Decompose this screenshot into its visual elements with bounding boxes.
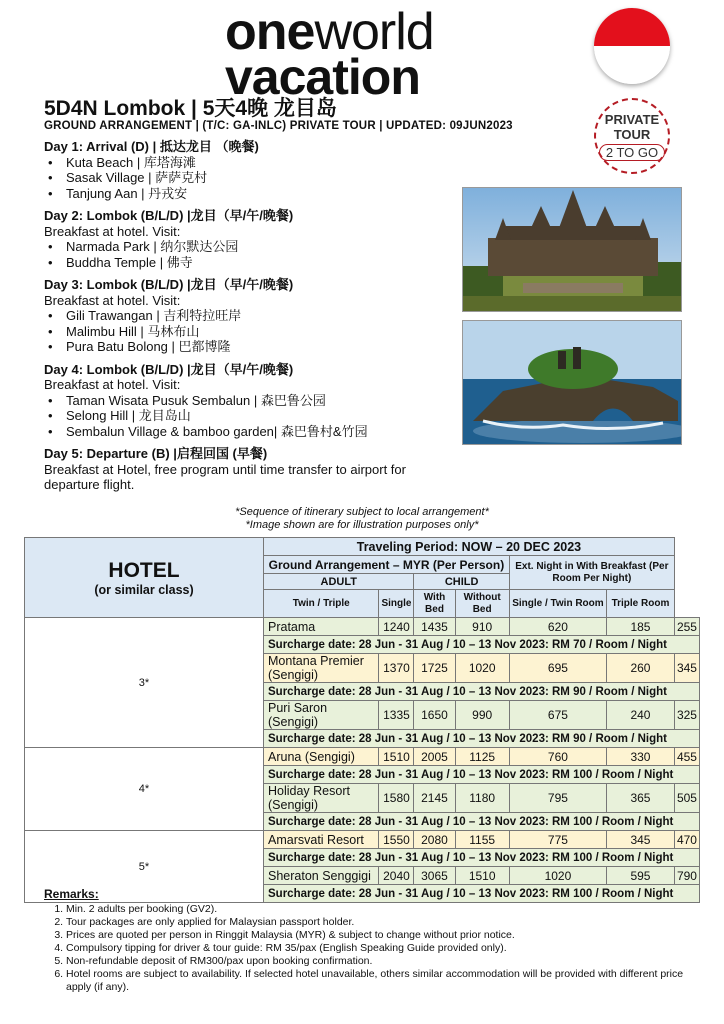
price-cell: 1510 (455, 867, 509, 885)
price-cell: 695 (509, 654, 606, 683)
hotel-name: Puri Saron (Sengigi) (264, 701, 379, 730)
price-cell: 345 (607, 831, 675, 849)
price-cell: 675 (509, 701, 606, 730)
price-cell: 2080 (414, 831, 455, 849)
star-category: 4* (25, 748, 264, 831)
price-cell: 330 (607, 748, 675, 766)
price-cell: 790 (674, 867, 699, 885)
hotel-row (25, 831, 700, 849)
price-cell: 620 (509, 618, 606, 636)
price-cell: 2040 (379, 867, 414, 885)
day-heading: Day 2: Lombok (B/L/D) |龙目（早/午/晚餐) (44, 208, 294, 223)
price-cell: 1155 (455, 831, 509, 849)
ground-header: Ground Arrangement – MYR (Per Person) (264, 556, 510, 574)
price-cell: 470 (674, 831, 699, 849)
price-cell: 1240 (379, 618, 414, 636)
day-item: • Sasak Village | 萨萨克村 (66, 170, 464, 186)
price-cell: 795 (509, 784, 606, 813)
remark-item: 4. Compulsory tipping for driver & tour guide: RM 35/pax (English Speaking Guide provided only). (66, 942, 694, 955)
surcharge-text: Surcharge date: 28 Jun - 31 Aug / 10 – 13 Nov 2023: RM 100 / Room / Night (264, 766, 700, 784)
price-cell: 2005 (414, 748, 455, 766)
price-cell: 185 (607, 618, 675, 636)
itinerary (44, 139, 464, 500)
hotel-name: Sheraton Senggigi (264, 867, 379, 885)
brand-logo (225, 3, 515, 105)
price-cell: 1435 (414, 618, 455, 636)
sea-temple-illustration (463, 321, 681, 444)
day-item: • Kuta Beach | 库塔海滩 (66, 155, 464, 171)
day-item: • Sembalun Village & bamboo garden| 森巴鲁村&竹园 (66, 424, 464, 440)
price-cell: 1180 (455, 784, 509, 813)
price-cell: 1580 (379, 784, 414, 813)
column-header: Without Bed (455, 590, 509, 618)
day-item: • Taman Wisata Pusuk Sembalun | 森巴鲁公园 (66, 393, 464, 409)
surcharge-text: Surcharge date: 28 Jun - 31 Aug / 10 – 13 Nov 2023: RM 100 / Room / Night (264, 885, 700, 903)
day-item: • Gili Trawangan | 吉利特拉旺岸 (66, 308, 464, 324)
day-heading: Day 4: Lombok (B/L/D) |龙目（早/午/晚餐) (44, 361, 294, 377)
price-cell: 1725 (414, 654, 455, 683)
hotel-name: Pratama (264, 618, 379, 636)
price-cell: 1510 (379, 748, 414, 766)
day-item: • Malimbu Hill | 马林布山 (66, 324, 464, 340)
day-item: • Pura Batu Bolong | 巴都博隆 (66, 339, 464, 355)
price-cell: 1020 (455, 654, 509, 683)
remarks-list (44, 903, 694, 994)
price-cell: 1335 (379, 701, 414, 730)
remark-item: 5. Non-refundable deposit of RM300/pax upon booking confirmation. (66, 955, 694, 968)
price-cell: 760 (509, 748, 606, 766)
day-heading: Day 3: Lombok (B/L/D) |龙目（早/午/晚餐) (44, 277, 294, 292)
brand-one: one (225, 3, 315, 61)
day-block (44, 362, 464, 440)
hotel-header-sub: (or similar class) (94, 582, 194, 597)
brand-world: world (314, 3, 434, 61)
page-title: 5D4N Lombok | 5天4晚 龙目岛 (44, 97, 337, 120)
price-cell: 255 (674, 618, 699, 636)
price-cell: 260 (607, 654, 675, 683)
remark-item: 3. Prices are quoted per person in Ringgit Malaysia (MYR) & subject to change without prior notice. (66, 929, 694, 942)
day-item: • Narmada Park | 纳尔默达公园 (66, 239, 464, 255)
price-cell: 910 (455, 618, 509, 636)
price-cell: 1020 (509, 867, 606, 885)
day-intro: Breakfast at Hotel, free program until time transfer to airport for departure flight. (44, 461, 406, 492)
price-cell: 455 (674, 748, 699, 766)
price-cell: 990 (455, 701, 509, 730)
star-category: 3* (25, 618, 264, 748)
price-cell: 2145 (414, 784, 455, 813)
surcharge-text: Surcharge date: 28 Jun - 31 Aug / 10 – 13 Nov 2023: RM 90 / Room / Night (264, 730, 700, 748)
day-block (44, 139, 464, 201)
hotel-name: Montana Premier (Sengigi) (264, 654, 379, 683)
price-cell: 240 (607, 701, 675, 730)
price-cell: 1650 (414, 701, 455, 730)
price-cell: 775 (509, 831, 606, 849)
remarks-heading: Remarks: (44, 887, 99, 901)
adult-header: ADULT (264, 574, 414, 590)
hotel-header (25, 538, 264, 618)
day-item: • Buddha Temple | 佛寺 (66, 255, 464, 271)
column-header: With Bed (414, 590, 455, 618)
badge-line1: PRIVATE (604, 112, 660, 127)
indonesia-flag-icon (594, 8, 670, 84)
price-cell: 325 (674, 701, 699, 730)
price-cell: 345 (674, 654, 699, 683)
hotel-row (25, 618, 700, 636)
column-header: Single (379, 590, 414, 618)
period-header: Traveling Period: NOW – 20 DEC 2023 (264, 538, 675, 556)
price-cell: 595 (607, 867, 675, 885)
temple-illustration (463, 188, 681, 311)
day-block (44, 446, 464, 493)
surcharge-text: Surcharge date: 28 Jun - 31 Aug / 10 – 13 Nov 2023: RM 90 / Room / Night (264, 683, 700, 701)
remark-item: 6. Hotel rooms are subject to availability. If selected hotel unavailable, others similar accommodation will be provided with different price apply (if any). (66, 968, 694, 994)
price-cell: 1125 (455, 748, 509, 766)
temple-image (462, 187, 682, 312)
price-cell: 365 (607, 784, 675, 813)
star-category: 5* (25, 831, 264, 903)
column-header: Triple Room (607, 590, 675, 618)
column-header: Twin / Triple (264, 590, 379, 618)
surcharge-text: Surcharge date: 28 Jun - 31 Aug / 10 – 13 Nov 2023: RM 70 / Room / Night (264, 636, 700, 654)
surcharge-text: Surcharge date: 28 Jun - 31 Aug / 10 – 13 Nov 2023: RM 100 / Room / Night (264, 813, 700, 831)
day-intro: Breakfast at hotel. Visit: (44, 377, 181, 392)
day-item: • Selong Hill | 龙目岛山 (66, 408, 464, 424)
rate-table (24, 537, 700, 903)
badge-line2: TOUR (613, 127, 651, 142)
badge-line3: 2 TO GO (599, 144, 665, 161)
remark-item: 1. Min. 2 adults per booking (GV2). (66, 903, 694, 916)
day-intro: Breakfast at hotel. Visit: (44, 292, 181, 308)
hotel-name: Amarsvati Resort (264, 831, 379, 849)
sea-temple-image (462, 320, 682, 445)
ext-night-header: Ext. Night in With Breakfast (Per Room Per Night) (509, 556, 674, 590)
price-cell: 1370 (379, 654, 414, 683)
remarks (44, 888, 694, 994)
day-block (44, 208, 464, 270)
surcharge-text: Surcharge date: 28 Jun - 31 Aug / 10 – 13 Nov 2023: RM 100 / Room / Night (264, 849, 700, 867)
hotel-row (25, 748, 700, 766)
column-header: Single / Twin Room (509, 590, 606, 618)
remark-item: 2. Tour packages are only applied for Malaysian passport holder. (66, 916, 694, 929)
price-cell: 3065 (414, 867, 455, 885)
price-cell: 1550 (379, 831, 414, 849)
note-image: *Image shown are for illustration purposes only* (245, 519, 479, 531)
price-cell: 505 (674, 784, 699, 813)
brand-vacation: vacation (225, 49, 420, 105)
hotel-name: Holiday Resort (Sengigi) (264, 784, 379, 813)
private-tour-badge (594, 98, 670, 174)
child-header: CHILD (414, 574, 509, 590)
day-intro: Breakfast at hotel. Visit: (44, 223, 181, 239)
day-heading: Day 1: Arrival (D) | 抵达龙目 （晚餐) (44, 139, 259, 154)
page-subtitle: GROUND ARRANGEMENT | (T/C: GA-INLC) PRIVATE TOUR | UPDATED: 09JUN2023 (44, 120, 513, 132)
day-heading: Day 5: Departure (B) |启程回国 (早餐) (44, 446, 268, 461)
note-sequence: *Sequence of itinerary subject to local arrangement* (235, 506, 489, 518)
day-item: • Tanjung Aan | 丹戎安 (66, 186, 464, 202)
day-block (44, 277, 464, 355)
hotel-name: Aruna (Sengigi) (264, 748, 379, 766)
hotel-header-title: HOTEL (108, 558, 180, 582)
